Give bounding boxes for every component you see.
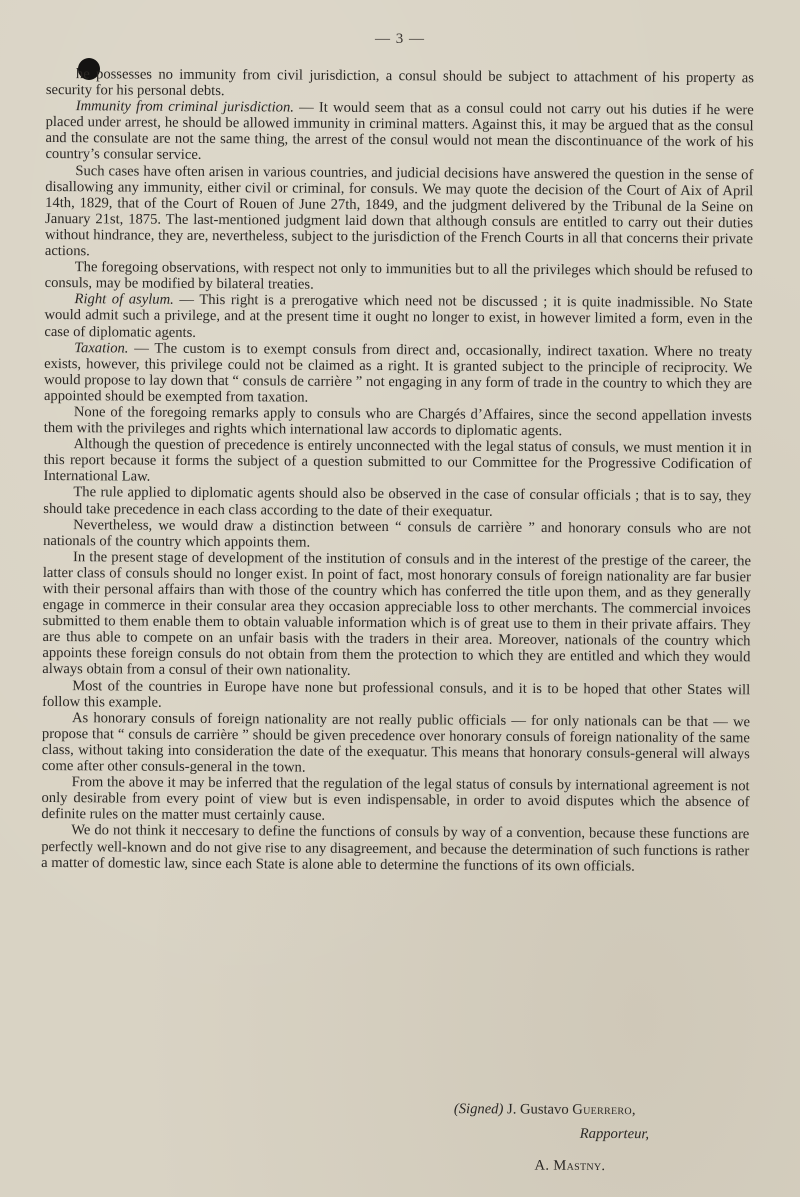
paragraph-precedence-proposal: As honorary consuls of foreign nationality are not really public officials — for only nationals can be that — we propose that “ consuls de carrière ” should be given precedence over honorary consuls of foreign nationality of the same class, without taking into consideration the date of the exequatur. This means that honorary consuls-general will always come after other consuls-general in the town. (41, 709, 751, 776)
paragraph-bilateral-treaties: The foregoing observations, with respect not only to immunities but to all the privileges which should be refused to consuls, may be modified by bilateral treaties. (44, 259, 753, 293)
signature-line-guerrero (440, 1097, 750, 1123)
section-heading-right-of-asylum: Right of asylum. (74, 291, 174, 309)
signature-block (440, 1097, 750, 1179)
paragraph-right-of-asylum: Right of asylum. — This right is a prerogative which need not be discussed ; it is quite inadmissible. No State would admit such a privilege, and at the present time it ought no longer to exist, in however limited a form, even in the case of diplomatic agents. (44, 291, 753, 341)
paragraph-charges-daffaires: None of the foregoing remarks apply to consuls who are Chargés d’Affaires, since the second appellation invests them with the privileges and rights which international law accords to diplomatic agents. (43, 404, 752, 440)
paragraph-precedence-rule: The rule applied to diplomatic agents should also be observed in the case of consular officials ; that is to say, they should take precedence in each class according to the date of their exequatur. (43, 484, 752, 520)
section-heading-taxation: Taxation. (74, 339, 129, 357)
section-heading-criminal-jurisdiction: Immunity from criminal jurisdiction. (75, 98, 294, 116)
paragraph-honorary-consuls: In the present stage of development of the institution of consuls and in the interest of the prestige of the career, the latter class of consuls should no longer exist. In point of fact, most honorary consuls of foreign nationality are far busier with their personal affairs than with those of the country which has conferred the title upon them, and as they generally engage in commerce in their consular area they occasion appreciable loss to other merchants. The commercial invoices submitted to them enable them to obtain valuable information which is of great use to them in their private affairs. They are thus able to compete on an unfair basis with the traders in their area. Moreover, nationals of the country which appoints these foreign consuls do not obtain from them the protection to which they are entitled and which they would always obtain from a consul of their own nationality. (42, 548, 752, 680)
signatory-role: Rapporteur, (579, 1125, 650, 1143)
paragraph-judicial-decisions: Such cases have often arisen in various countries, and judicial decisions have answered the question in the sense of disallowing any immunity, either civil or criminal, for consuls. We may quote the decision of the Court of Aix of April 14th, 1829, that of the Court of Rouen of June 27th, 1849, and the judgment delivered by the Tribunal de la Seine on January 21st, 1875. The last-mentioned judgment laid down that although consuls are entitled to carry out their duties without hindrance, they are, nevertheless, subject to the jurisdiction of the French Courts in all that concerns their private actions. (44, 162, 754, 260)
paragraph-criminal-jurisdiction: Immunity from criminal jurisdiction. — It would seem that as a consul could not carry out his duties if he were placed under arrest, he should be allowed immunity in criminal matters. Against this, it may be argued that as the consul and the consulate are not the same thing, the arrest of the consul would not mean the discontinuance of the work of his country’s consular service. (45, 98, 754, 164)
report-body (41, 66, 754, 875)
signature-line-mastny: A. Mastny. (534, 1157, 606, 1175)
paragraph-professional-consuls: Most of the countries in Europe have none but professional consuls, and it is to be hoped that other States will follow this example. (42, 677, 751, 711)
signed-prefix: (Signed) (453, 1101, 504, 1118)
paragraph-civil-jurisdiction-continued: he possesses no immunity from civil jurisdiction, a consul should be subject to attachment of his property as security for his personal debts. (45, 66, 754, 100)
paragraph-international-agreement: From the above it may be inferred that the regulation of the legal status of consuls by international agreement is not only desirable from every point of view but is even indispensable, in order to avoid disputes which the absence of definite rules on the matter must certainly cause. (41, 774, 750, 825)
paragraph-functions: We do not think it neccesary to define the functions of consuls by way of a convention, because these functions are perfectly well-known and do not give rise to any disagreement, and because the determination of such functions is rather a matter of domestic law, since each State is alone able to determine the functions of its own officials. (41, 822, 750, 875)
signatory-surname: Guerrero, (572, 1101, 636, 1119)
paragraph-precedence-question: Although the question of precedence is entirely unconnected with the legal status of consuls, we must mention it in this report because it forms the subject of a question submitted to our Committee for the Progressive Codification of International Law. (43, 436, 752, 485)
paragraph-distinction: Nevertheless, we would draw a distinction between “ consuls de carrière ” and honorary consuls who are not nationals of the country which appoints them. (43, 516, 752, 551)
paragraph-taxation: Taxation. — The custom is to exempt consuls from direct and, occasionally, indirect taxation. Where no treaty exists, however, this privilege could not be claimed as a right. It is granted subject to the principle of reciprocity. We would propose to lay down that “ consuls de carrière ” not engaging in any form of trade in the country to which they are appointed should be exempted from taxation. (43, 339, 753, 406)
page-number: — 3 — (375, 31, 425, 47)
signatory-initial: J. Gustavo (506, 1101, 569, 1118)
